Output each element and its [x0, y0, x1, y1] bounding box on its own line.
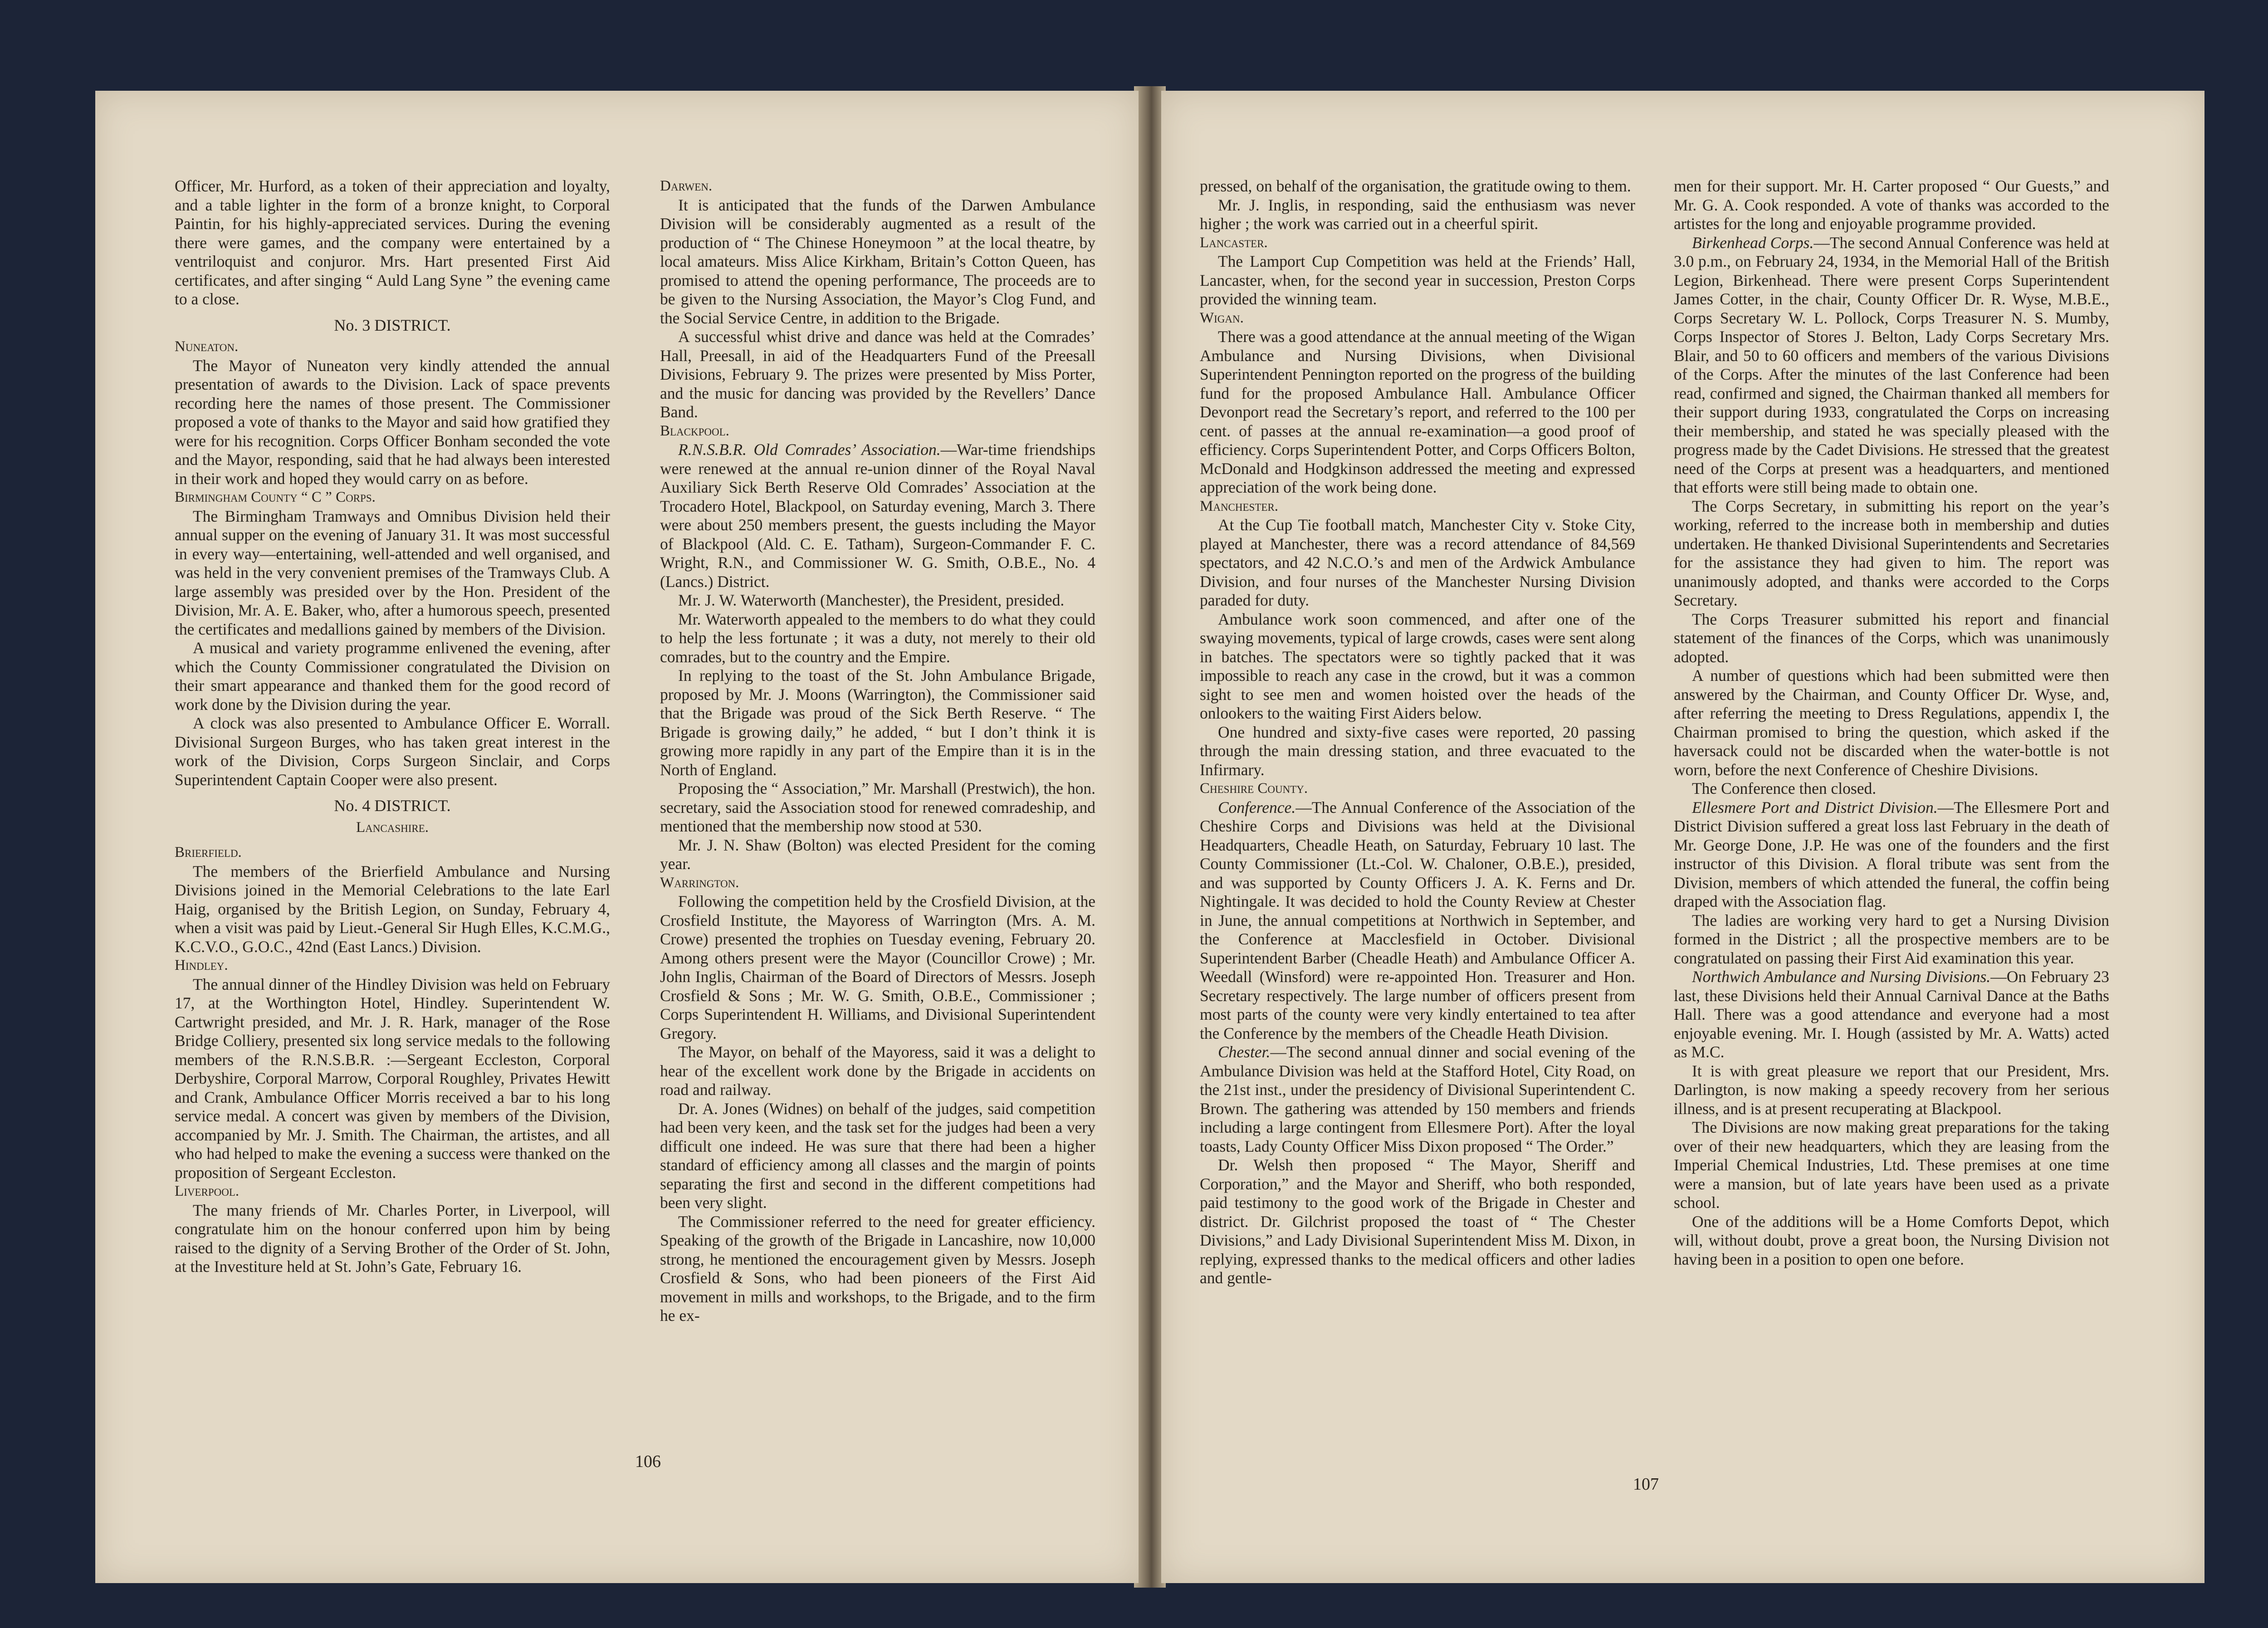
subheading: Cheshire County. — [1200, 780, 1308, 797]
page-number: 106 — [635, 1452, 661, 1471]
italic-run: Northwich Ambulance and Nursing Divisions. — [1692, 968, 1991, 986]
right-column-1 — [1200, 177, 1635, 1288]
paragraph — [660, 440, 1095, 591]
paragraph: In replying to the toast of the St. John Ambulance Brigade, proposed by Mr. J. Moons (Warrington), the Commissioner said that the Brigade was proud of the Sick Berth Reserve. “ The Brigade is growing daily,” he added, “ but I don’t think it is growing more rapidly in any part of the Empire than it is in the North of England. — [660, 666, 1095, 779]
paragraph: Mr. J. Inglis, in responding, said the enthusiasm was never higher ; the work was carried out in a cheerful spirit. — [1200, 196, 1635, 233]
text-run: —The Annual Conference of the Association of the Cheshire Corps and Divisions was held at the Divisional Headquarters, Cheadle Heath, on Saturday, February 10 last. The County Commissioner (Lt.-Col. W. Chaloner, O.B.E.), presided, and was supported by County Officers J. A. K. Ferns and Dr. Nightingale. It was decided to hold the County Review at Chester in June, the annual competitions at Northwich in September, and the Conference at Macclesfield in October. Divisional Superintendent Barber (Cheadle Heath) and Ambulance Officer A. Weedall (Winsford) were re-appointed Hon. Treasurer and Hon. Secretary respectively. The large number of officers present from most parts of the county were very kindly entertained to tea after the Conference by the members of the Cheadle Heath Division. — [1200, 798, 1635, 1042]
paragraph: The Corps Secretary, in submitting his report on the year’s working, referred to the increase both in membership and duties undertaken. He thanked Divisional Superintendents and Secretaries for the assistance they had given to him. The report was unanimously adopted, and thanks were accorded to the Corps Secretary. — [1674, 497, 2109, 609]
text-run: —On February 23 last, these Divisions held their Annual Carnival Dance at the Baths Hall. There was a good attendance and everyone had a most enjoyable evening. Mr. I. Hough (assisted by Mr. A. Watts) acted as M.C. — [1674, 968, 2110, 1061]
subheading: Hindley. — [175, 957, 228, 973]
italic-run: Birkenhead Corps. — [1692, 233, 1814, 252]
paragraph: pressed, on behalf of the organisation, the gratitude owing to them. — [1200, 177, 1631, 195]
paragraph: Dr. Welsh then proposed “ The Mayor, Sheriff and Corporation,” and the Mayor and Sheriff, who both responded, paid testimony to the good work of the Brigade in Chester and district. Dr. Gilchrist proposed the toast of “ The Chester Divisions,” and Lady Divisional Superintendent Miss M. Dixon, in replying, expressed thanks to the medical officers and other ladies and gentle- — [1200, 1156, 1635, 1287]
paragraph: Ambulance work soon commenced, and after one of the swaying movements, typical of large crowds, cases were sent along in batches. The spectators were so tightly packed that it was impossible to reach any case in the crowd, but it was a common sight to see men and women hoisted over the heads of the onlookers to the waiting First Aiders below. — [1200, 610, 1635, 722]
page-number: 107 — [1633, 1475, 1659, 1494]
paragraph: One hundred and sixty-five cases were reported, 20 passing through the main dressing station, and three evacuated to the Infirmary. — [1200, 723, 1635, 779]
paragraph: Dr. A. Jones (Widnes) on behalf of the judges, said competition had been very keen, and the task set for the judges had been a very difficult one indeed. He was sure that there had been a higher standard of efficiency among all classes and the margin of points separating the first and second in the different competitions had been very slight. — [660, 1099, 1095, 1212]
paragraph: Following the competition held by the Crosfield Division, at the Crosfield Institute, the Mayoress of Warrington (Mrs. A. M. Crowe) presented the trophies on Tuesday evening, February 20. Among others present were the Mayor (Councillor Crowe) ; Mr. John Inglis, Chairman of the Board of Directors of Messrs. Joseph Crosfield & Sons ; Mr. W. G. Smith, O.B.E., Commissioner ; Corps Superintendent H. Williams, and Divisional Superintendent Gregory. — [660, 892, 1095, 1042]
right-page — [1161, 91, 2204, 1583]
subheading: Warrington. — [660, 874, 739, 891]
left-column-1 — [175, 177, 610, 1276]
paragraph: The many friends of Mr. Charles Porter, in Liverpool, will congratulate him on the honour conferred upon him by being raised to the dignity of a Serving Brother of the Order of St. John, at the Investiture held at St. John’s Gate, February 16. — [175, 1201, 610, 1276]
subheading: Darwen. — [660, 178, 713, 194]
paragraph: The Corps Treasurer submitted his report and financial statement of the finances of the Corps, which was unanimously adopted. — [1674, 610, 2109, 666]
paragraph: men for their support. Mr. H. Carter proposed “ Our Guests,” and Mr. G. A. Cook responded. A vote of thanks was accorded to the artistes for the long and enjoyable programme provided. — [1674, 177, 2109, 233]
subheading: Nuneaton. — [175, 338, 239, 355]
text-run: —The second Annual Conference was held at 3.0 p.m., on February 24, 1934, in the Memorial Hall of the British Legion, Birkenhead. There were present Corps Superintendent James Cotter, in the chair, County Officer Dr. R. Wyse, M.B.E., Corps Secretary W. L. Pollock, Corps Treasurer N. S. Mumby, Corps Inspector of Stores J. Belton, Lady Corps Secretary Mrs. Blair, and 50 to 60 officers and members of the various Divisions of the Corps. After the minutes of the last Conference had been read, confirmed and signed, the Chairman thanked all members for their support during 1933, congratulated the Corps on increasing their membership, and stated he was specially pleased with the progress made by the Cadet Divisions. He stressed that the greatest need of the Corps at present was a headquarters, and mentioned that efforts were still being made to obtain one. — [1674, 233, 2109, 496]
left-column-2 — [660, 177, 1095, 1325]
paragraph: The Birmingham Tramways and Omnibus Division held their annual supper on the evening of January 31. It was most successful in every way—entertaining, well-attended and well organised, and was held in the very convenient premises of the Tramways Club. A large assembly was presided over by the Hon. President of the Division, Mr. A. E. Baker, who, after a humorous speech, presented the certificates and medallions gained by members of the Division. — [175, 507, 610, 638]
paragraph: A successful whist drive and dance was held at the Comrades’ Hall, Preesall, in aid of the Headquarters Fund of the Preesall Divisions, February 9. The prizes were presented by Miss Porter, and the music for dancing was provided by the Revellers’ Dance Band. — [660, 328, 1095, 421]
subheading: Brierfield. — [175, 844, 242, 860]
paragraph: The Conference then closed. — [1692, 779, 1877, 797]
paragraph — [1674, 798, 2109, 911]
text-run: —The Ellesmere Port and District Division suffered a great loss last February in the death of Mr. George Done, J.P. He was one of the founders and the first instructor of this Division. A floral tribute was sent from the Division, members of which attended the funeral, the coffin being draped with the Association flag. — [1674, 798, 2109, 910]
subheading: Wigan. — [1200, 309, 1244, 326]
section-heading: No. 3 DISTRICT. — [334, 316, 451, 334]
paragraph: At the Cup Tie football match, Manchester City v. Stoke City, played at Manchester, there was a record attendance of 84,569 spectators, and 42 N.C.O.’s and men of the Ardwick Ambulance Division, and four nurses of the Manchester Nursing Division paraded for duty. — [1200, 516, 1635, 609]
paragraph: A musical and variety programme enlivened the evening, after which the County Commissioner congratulated the Division on their smart appearance and thanked them for the good record of work done by the Division during the year. — [175, 639, 610, 714]
paragraph: Mr. J. W. Waterworth (Manchester), the President, presided. — [678, 591, 1065, 609]
subheading: Liverpool. — [175, 1183, 240, 1199]
paragraph: The Divisions are now making great preparations for the taking over of their new headquarters, which they are leasing from the Imperial Chemical Industries, Ltd. These premises at one time were a mansion, but of late years have been used as a private school. — [1674, 1118, 2109, 1212]
paragraph: The Commissioner referred to the need for greater efficiency. Speaking of the growth of the Brigade in Lancashire, now 10,000 strong, he mentioned the encouragement given by Messrs. Joseph Crosfield & Sons, who had been pioneers of the First Aid movement in mills and workshops, to the Brigade, and to the firm he ex- — [660, 1212, 1095, 1325]
paragraph: The ladies are working very hard to get a Nursing Division formed in the District ; all the prospective members are to be congratulated on passing their First Aid examination this year. — [1674, 911, 2109, 967]
paragraph: Mr. J. N. Shaw (Bolton) was elected President for the coming year. — [660, 836, 1095, 873]
italic-run: R.N.S.B.R. Old Comrades’ Association. — [678, 440, 941, 459]
italic-run: Ellesmere Port and District Division. — [1692, 798, 1938, 816]
paragraph: It is with great pleasure we report that our President, Mrs. Darlington, is now making a speedy recovery from her serious illness, and is at present recuperating at Blackpool. — [1674, 1061, 2109, 1118]
paragraph: It is anticipated that the funds of the Darwen Ambulance Division will be considerably augmented as a result of the production of “ The Chinese Honeymoon ” at the local theatre, by local amateurs. Miss Alice Kirkham, Britain’s Cotton Queen, has promised to attend the opening performance, The proceeds are to be given to the Nursing Association, the Mayor’s Clog Fund, and the Social Service Centre, in addition to the Brigade. — [660, 196, 1095, 327]
paragraph — [1200, 1043, 1635, 1156]
county-heading: Lancashire. — [356, 819, 429, 836]
paragraph — [1674, 968, 2109, 1062]
paragraph — [1674, 234, 2109, 497]
paragraph: One of the additions will be a Home Comforts Depot, which will, without doubt, prove a great boon, the Nursing Division not having been in a position to open one before. — [1674, 1212, 2109, 1268]
left-page — [95, 91, 1139, 1583]
paragraph: The Mayor of Nuneaton very kindly attended the annual presentation of awards to the Division. Lack of space prevents recording here the names of those present. The Commissioner proposed a vote of thanks to the Mayor and said how gratified they were for his recognition. Corps Officer Bonham seconded the vote and the Mayor, responding, said that he had always been interested in their work and hoped they would carry on as before. — [175, 356, 610, 488]
section-heading: No. 4 DISTRICT. — [334, 797, 451, 815]
subheading: Birmingham County “ C ” Corps. — [175, 489, 376, 505]
italic-run: Chester. — [1218, 1043, 1271, 1061]
paragraph: Mr. Waterworth appealed to the members to do what they could to help the less fortunate ; it was a duty, not merely to their old comrades, but to the country and the Empire. — [660, 610, 1095, 666]
paragraph — [1200, 798, 1635, 1043]
paragraph: The annual dinner of the Hindley Division was held on February 17, at the Worthington Hotel, Hindley. Superintendent W. Cartwright presided, and Mr. J. R. Hark, manager of the Rose Bridge Colliery, presented six long service medals to the following members of the R.N.S.B.R. :—Sergeant Eccleston, Corporal Derbyshire, Corporal Marrow, Corporal Roughley, Privates Hewitt and Crank, Ambulance Officer Morris received a bar to his long service medal. A concert was given by members of the Division, accompanied by Mr. J. Smith. The Chairman, the artistes, and all who had helped to make the evening a success were thanked on the proposition of Sergeant Eccleston. — [175, 975, 610, 1182]
text-run: —War-time friendships were renewed at the annual re-union dinner of the Royal Naval Auxiliary Sick Berth Reserve Old Comrades’ Association at the Trocadero Hotel, Blackpool, on Saturday evening, March 3. There were about 250 members present, the guests including the Mayor of Blackpool (Ald. C. E. Tatham), Surgeon-Commander F. C. Wright, R.N., and Commissioner W. G. Smith, O.B.E., No. 4 (Lancs.) District. — [660, 440, 1095, 591]
paragraph: A clock was also presented to Ambulance Officer E. Worrall. Divisional Surgeon Burges, who has taken great interest in the work of the Division, Corps Surgeon Sinclair, and Corps Superintendent Captain Cooper were also present. — [175, 714, 610, 789]
paragraph: There was a good attendance at the annual meeting of the Wigan Ambulance and Nursing Divisions, when Divisional Superintendent Pennington reported on the progress of the building fund for the proposed Ambulance Hall. Ambulance Officer Devonport read the Secretary’s report, and referred to the 100 per cent. of passes at the annual re-examination—a good proof of efficiency. Corps Superintendent Potter, and Corps Officers Bolton, McDonald and Hodgkinson addressed the meeting and expressed appreciation of the work being done. — [1200, 328, 1635, 496]
paragraph: The Mayor, on behalf of the Mayoress, said it was a delight to hear of the excellent work done by the Brigade in accidents on road and railway. — [660, 1043, 1095, 1099]
italic-run: Conference. — [1218, 798, 1296, 816]
paragraph: The Lamport Cup Competition was held at the Friends’ Hall, Lancaster, when, for the second year in succession, Preston Corps provided the winning team. — [1200, 252, 1635, 308]
subheading: Lancaster. — [1200, 234, 1268, 251]
paragraph: A number of questions which had been submitted were then answered by the Chairman, and County Officer Dr. Wyse, and, after referring the meeting to Dress Regulations, appendix I, the Chairman promised to bring the question, which asked if the haversack could not be discarded when the water-bottle is not worn, before the next Conference of Cheshire Divisions. — [1674, 666, 2109, 779]
paragraph: Officer, Mr. Hurford, as a token of their appreciation and loyalty, and a table lighter in the form of a bronze knight, to Corporal Paintin, for his highly-appreciated services. During the evening there were games, and the company were entertained by a ventriloquist and conjuror. Mrs. Hart presented First Aid certificates, and after singing “ Auld Lang Syne ” the evening came to a close. — [175, 177, 610, 308]
text-run: —The second annual dinner and social evening of the Ambulance Division was held at the Stafford Hotel, City Road, on the 21st inst., under the presidency of Divisional Superintendent C. Brown. The gathering was attended by 150 members and friends including a large contingent from Ellesmere Port). After the loyal toasts, Lady County Officer Miss Dixon proposed “ The Order.” — [1200, 1043, 1635, 1155]
subheading: Manchester. — [1200, 498, 1279, 514]
paragraph: Proposing the “ Association,” Mr. Marshall (Prestwich), the hon. secretary, said the Association stood for renewed comradeship, and mentioned that the membership now stood at 530. — [660, 779, 1095, 835]
subheading: Blackpool. — [660, 422, 729, 439]
paragraph: The members of the Brierfield Ambulance and Nursing Divisions joined in the Memorial Celebrations to the late Earl Haig, organised by the British Legion, on Sunday, February 4, when a visit was paid by Lieut.-General Sir Hugh Elles, K.C.M.G., K.C.V.O., G.O.C., 42nd (East Lancs.) Division. — [175, 862, 610, 956]
right-column-2 — [1674, 177, 2109, 1269]
